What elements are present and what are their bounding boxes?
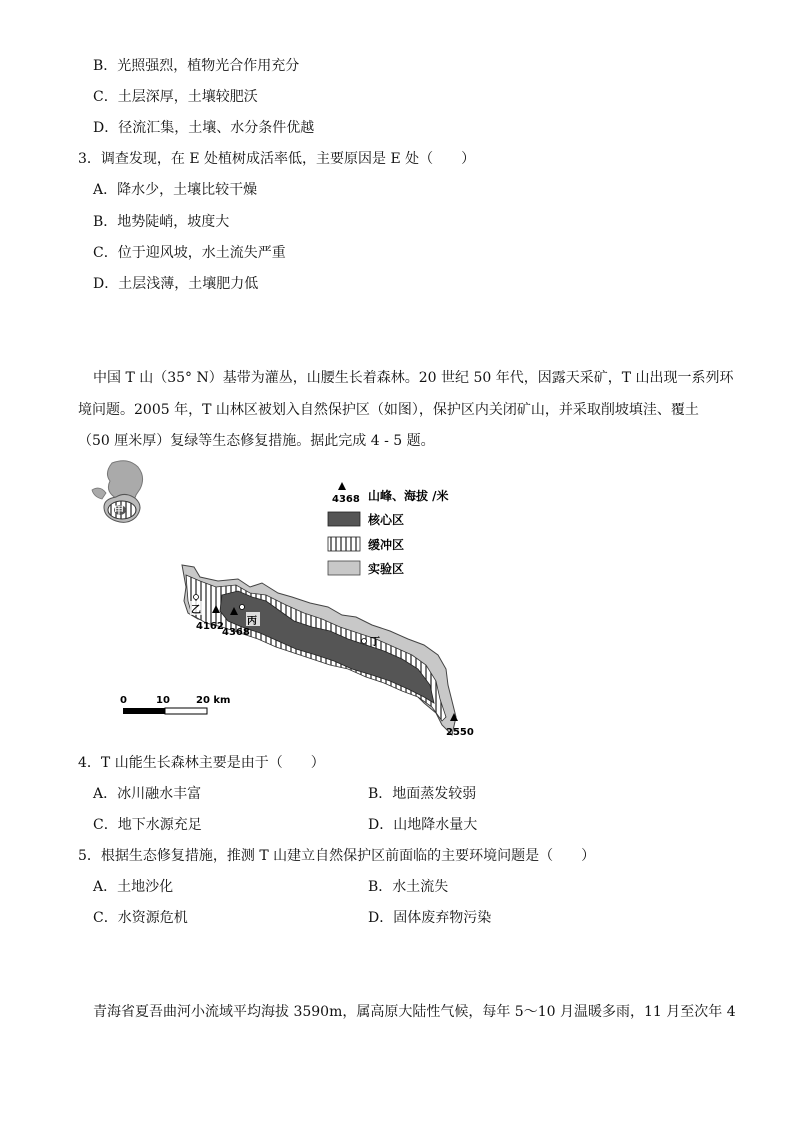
q3-option-b: B．地势陡峭，坡度大: [93, 214, 230, 230]
passage2-line-1: 青海省夏吾曲河小流域平均海拔 3590m，属高原大陆性气候，每年 5～10 月温暖多雨，11 月至次年 4: [93, 1004, 736, 1020]
q5-stem: 5．根据生态修复措施，推测 T 山建立自然保护区前面临的主要环境问题是（ ）: [78, 848, 596, 864]
q2-option-b: B．光照强烈，植物光合作用充分: [93, 58, 300, 74]
passage-line-2: 境问题。2005 年，T 山林区被划入自然保护区（如图），保护区内关闭矿山，并采取削坡填洼、覆土: [78, 402, 699, 418]
place-ding-label: 丁: [370, 637, 380, 648]
q3-option-a: A．降水少，土壤比较干燥: [93, 182, 258, 198]
inset-locator: [92, 461, 143, 523]
q3-stem: 3．调查发现，在 E 处植树成活率低，主要原因是 E 处（ ）: [78, 151, 476, 167]
inset-label: 甲: [114, 506, 124, 517]
map-legend: [328, 482, 449, 576]
legend-peak-icon: [338, 482, 346, 490]
passage-line-3: （50 厘米厚）复绿等生态修复措施。据此完成 4 - 5 题。: [78, 433, 435, 449]
q5-option-c: C．水资源危机: [93, 910, 188, 926]
q4-option-a: A．冰川融水丰富: [93, 786, 202, 802]
legend-peak-value: 4368: [332, 494, 360, 505]
peak-3-elevation: 2550: [446, 727, 474, 738]
q2-option-c: C．土层深厚，土壤较肥沃: [93, 89, 258, 105]
q4-option-c: C．地下水源充足: [93, 817, 202, 833]
legend-core-label: 核心区: [368, 513, 405, 527]
scale-10: 10: [156, 695, 170, 706]
q3-option-c: C．位于迎风坡，水土流失严重: [93, 245, 286, 261]
place-yi-label: 乙: [191, 605, 201, 616]
peak-2-elevation: 4368: [222, 627, 250, 638]
place-bing-label: 丙: [247, 616, 257, 627]
legend-peak-label: 山峰、海拔 /米: [368, 489, 449, 503]
q2-option-d: D．径流汇集，土壤、水分条件优越: [93, 120, 315, 136]
q4-stem: 4．T 山能生长森林主要是由于（ ）: [78, 755, 325, 771]
nature-reserve-map: [90, 455, 490, 745]
q4-option-d: D．山地降水量大: [368, 817, 478, 833]
q4-option-b: B．地面蒸发较弱: [368, 786, 477, 802]
passage-line-1: 中国 T 山（35° N）基带为灌丛，山腰生长着森林。20 世纪 50 年代，因露天采矿，T 山出现一系列环: [93, 370, 734, 386]
legend-experiment-label: 实验区: [368, 562, 405, 576]
peak-1-elevation: 4162: [196, 621, 224, 632]
map-svg: [90, 455, 490, 745]
legend-experiment-swatch: [328, 561, 360, 575]
scale-0: 0: [120, 695, 127, 706]
q5-option-d: D．固体废弃物污染: [368, 910, 492, 926]
legend-buffer-swatch: [328, 537, 360, 551]
scale-bar: [120, 695, 230, 714]
q5-option-a: A．土地沙化: [93, 879, 174, 895]
scale-20: 20 km: [196, 695, 231, 706]
legend-core-swatch: [328, 512, 360, 526]
q5-option-b: B．水土流失: [368, 879, 449, 895]
q3-option-d: D．土层浅薄，土壤肥力低: [93, 276, 259, 292]
legend-buffer-label: 缓冲区: [368, 538, 405, 552]
